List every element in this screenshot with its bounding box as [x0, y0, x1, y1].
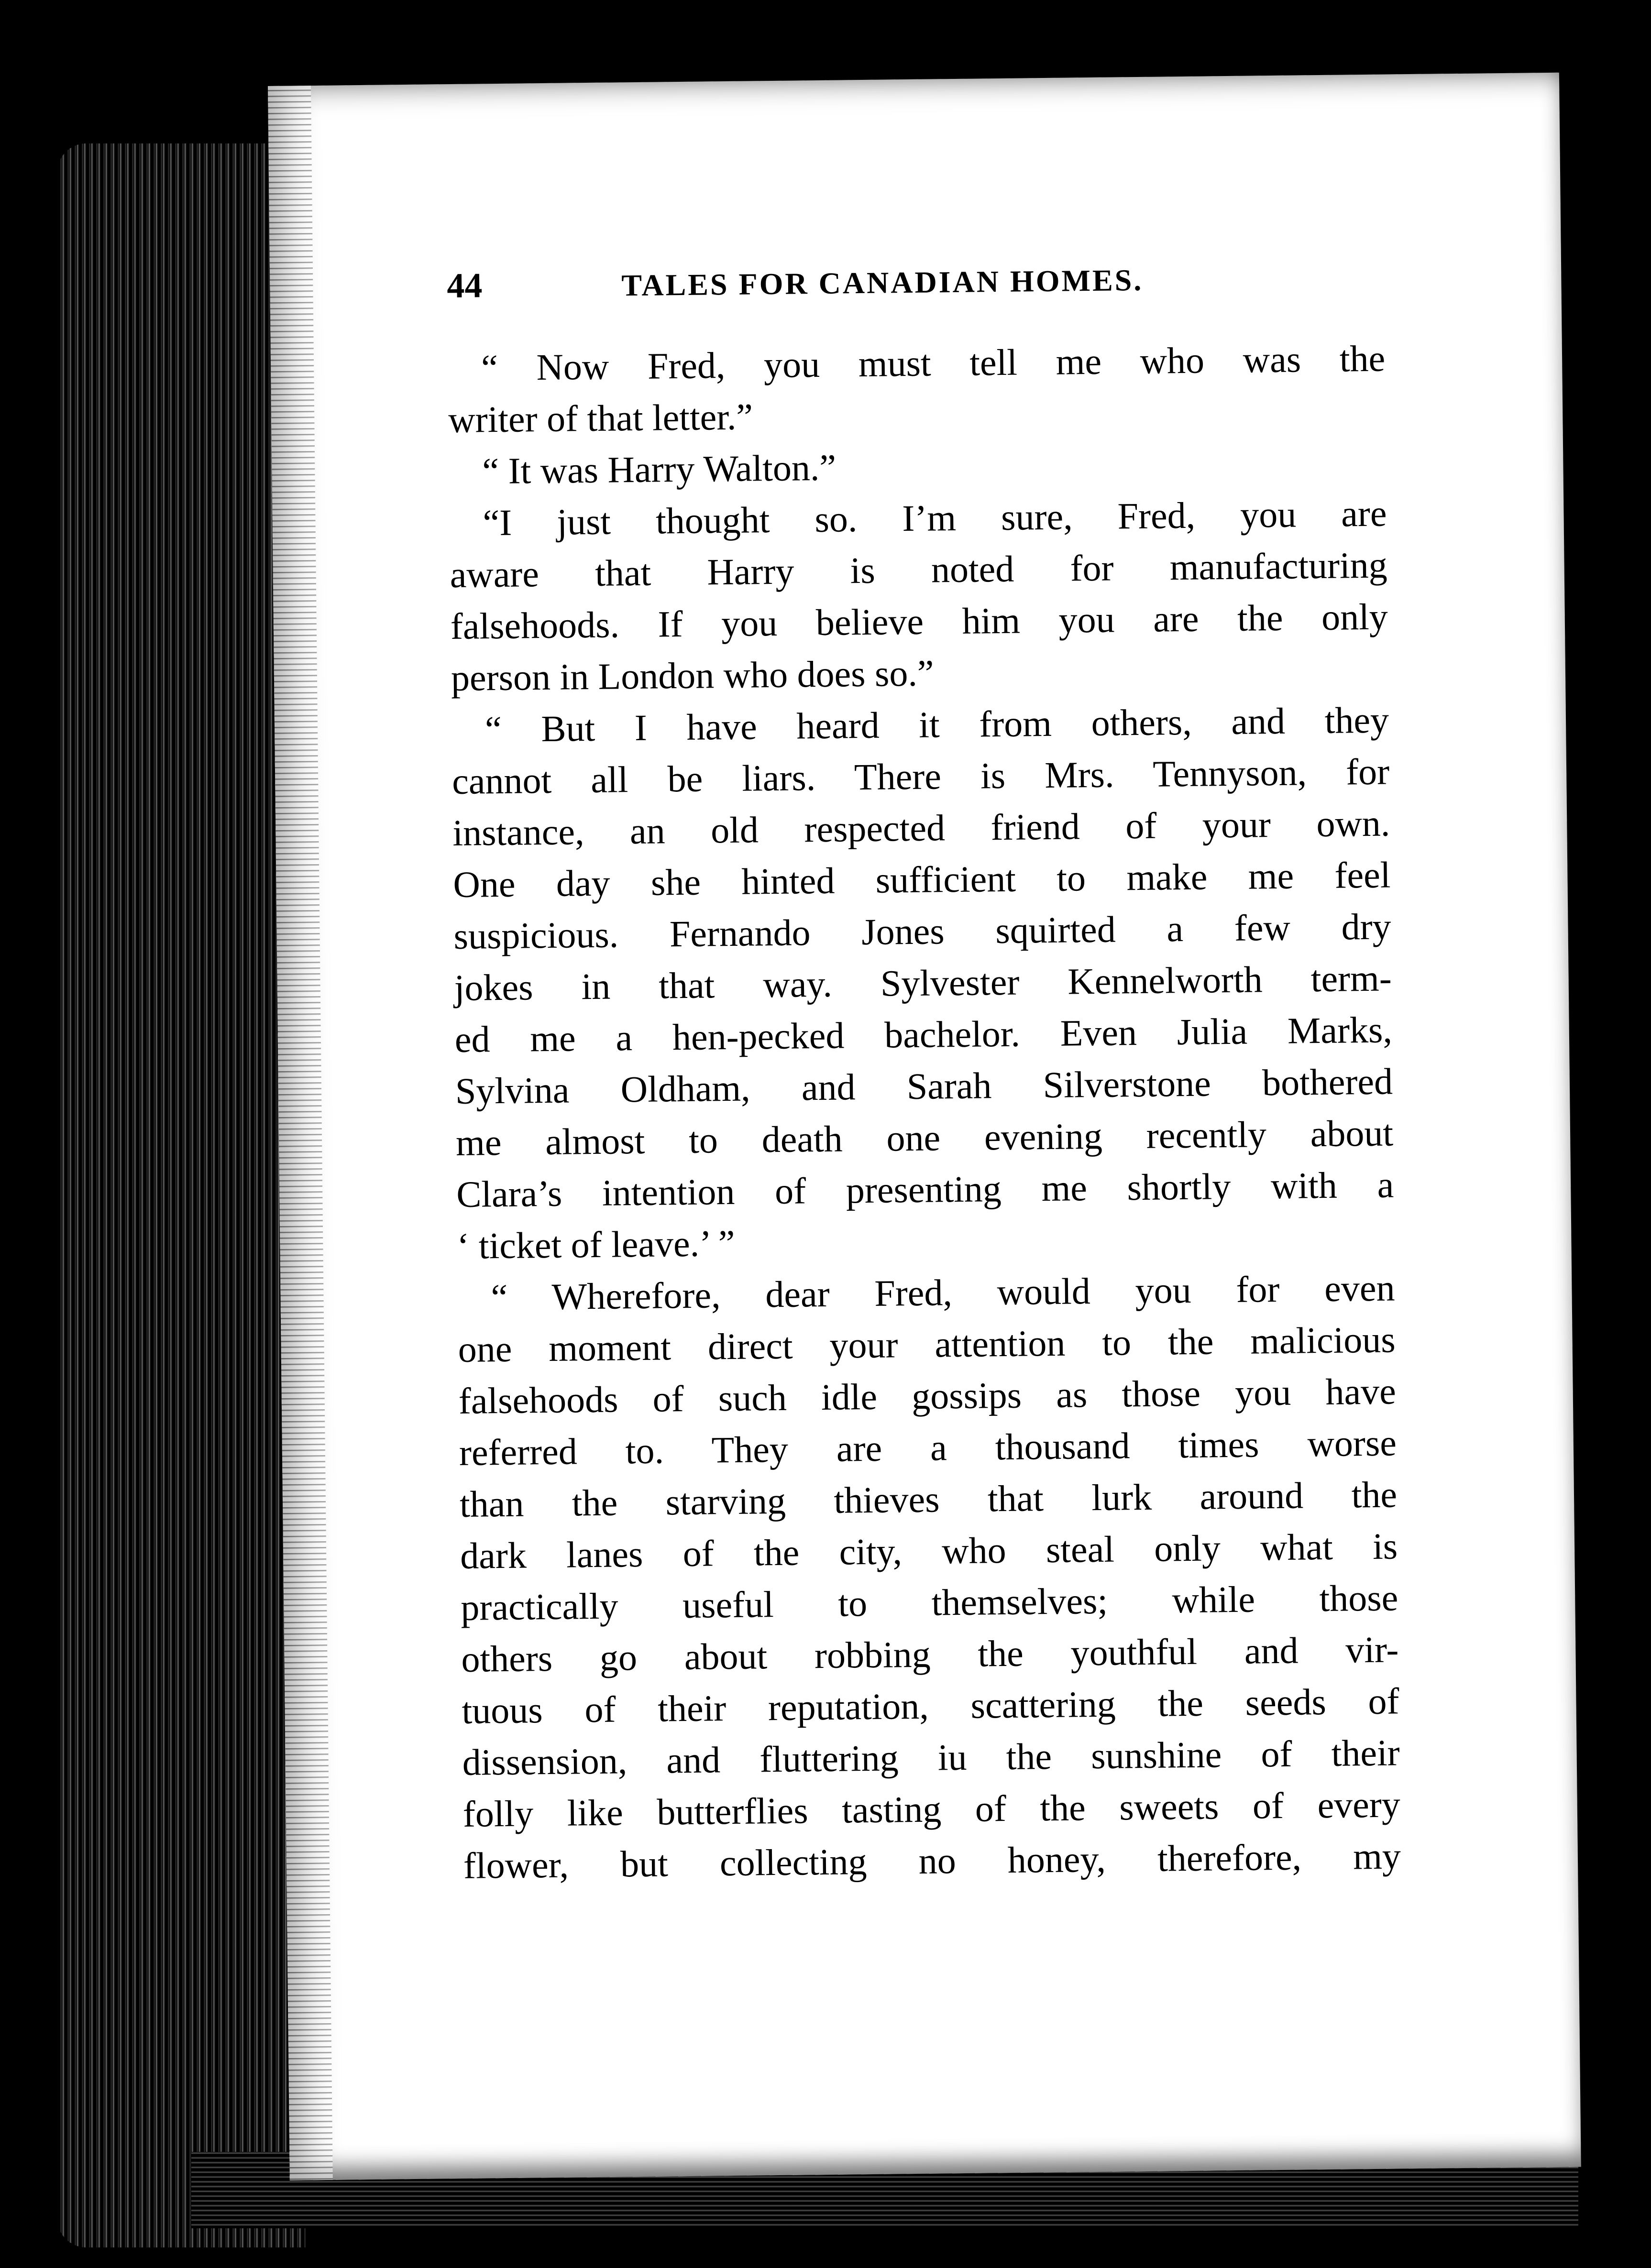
text-line: practically useful to themselves; while those — [460, 1577, 1398, 1628]
text-line: flower, but collecting no honey, therefore, my — [463, 1835, 1401, 1886]
text-line: ‘ ticket of leave.’ ” — [456, 1222, 735, 1267]
text-line: aware that Harry is noted for manufacturing — [450, 544, 1388, 596]
text-line: than the starving thieves that lurk around the — [459, 1473, 1398, 1525]
book-page — [268, 73, 1581, 2180]
book-edge-left — [57, 143, 306, 2247]
text-line: instance, an old respected friend of your own. — [452, 802, 1390, 854]
text-line: one moment direct your attention to the malicious — [458, 1318, 1396, 1370]
text-line: “I just thought so. I’m sure, Fred, you are — [483, 492, 1387, 544]
text-line: person in London who does so.” — [451, 652, 934, 699]
text-line: falsehoods of such idle gossips as those you have — [458, 1370, 1397, 1422]
text-line: suspicious. Fernando Jones squirted a few dry — [453, 905, 1391, 957]
text-line: “ Now Fred, you must tell me who was the — [481, 337, 1386, 389]
text-line: writer of that letter.” — [448, 395, 753, 441]
text-line: Clara’s intention of presenting me shortly with a — [456, 1163, 1394, 1215]
text-line: tuous of their reputation, scattering the seeds of — [462, 1680, 1399, 1731]
text-line: falsehoods. If you believe him you are the only — [450, 595, 1388, 647]
text-line: referred to. They are a thousand times worse — [459, 1422, 1397, 1473]
page-number: 44 — [446, 266, 483, 306]
text-line: ed me a hen-pecked bachelor. Even Julia Marks, — [454, 1008, 1393, 1061]
text-line: “ But I have heard it from others, and they — [484, 699, 1389, 750]
text-line: cannot all be liars. There is Mrs. Tennyson, for — [451, 750, 1390, 802]
text-line: jokes in that way. Sylvester Kennelworth term- — [454, 957, 1392, 1009]
text-line: “ It was Harry Walton.” — [482, 446, 837, 492]
text-line: folly like butterflies tasting of the sweets of every — [462, 1783, 1401, 1835]
text-line: Sylvina Oldham, and Sarah Silverstone bothered — [455, 1060, 1393, 1112]
text-line: others go about robbing the youthful and vir- — [461, 1628, 1399, 1680]
text-line: dissension, and fluttering iu the sunshine of their — [462, 1731, 1400, 1783]
text-line: me almost to death one evening recently about — [455, 1112, 1394, 1164]
text-line: “ Wherefore, dear Fred, would you for even — [491, 1267, 1395, 1318]
body-text — [448, 333, 1401, 1892]
text-line: dark lanes of the city, who steal only what is — [460, 1525, 1398, 1577]
text-line: One day she hinted sufficient to make me feel — [453, 854, 1391, 906]
running-head — [447, 255, 1452, 318]
running-title: TALES FOR CANADIAN HOMES. — [621, 263, 1144, 303]
